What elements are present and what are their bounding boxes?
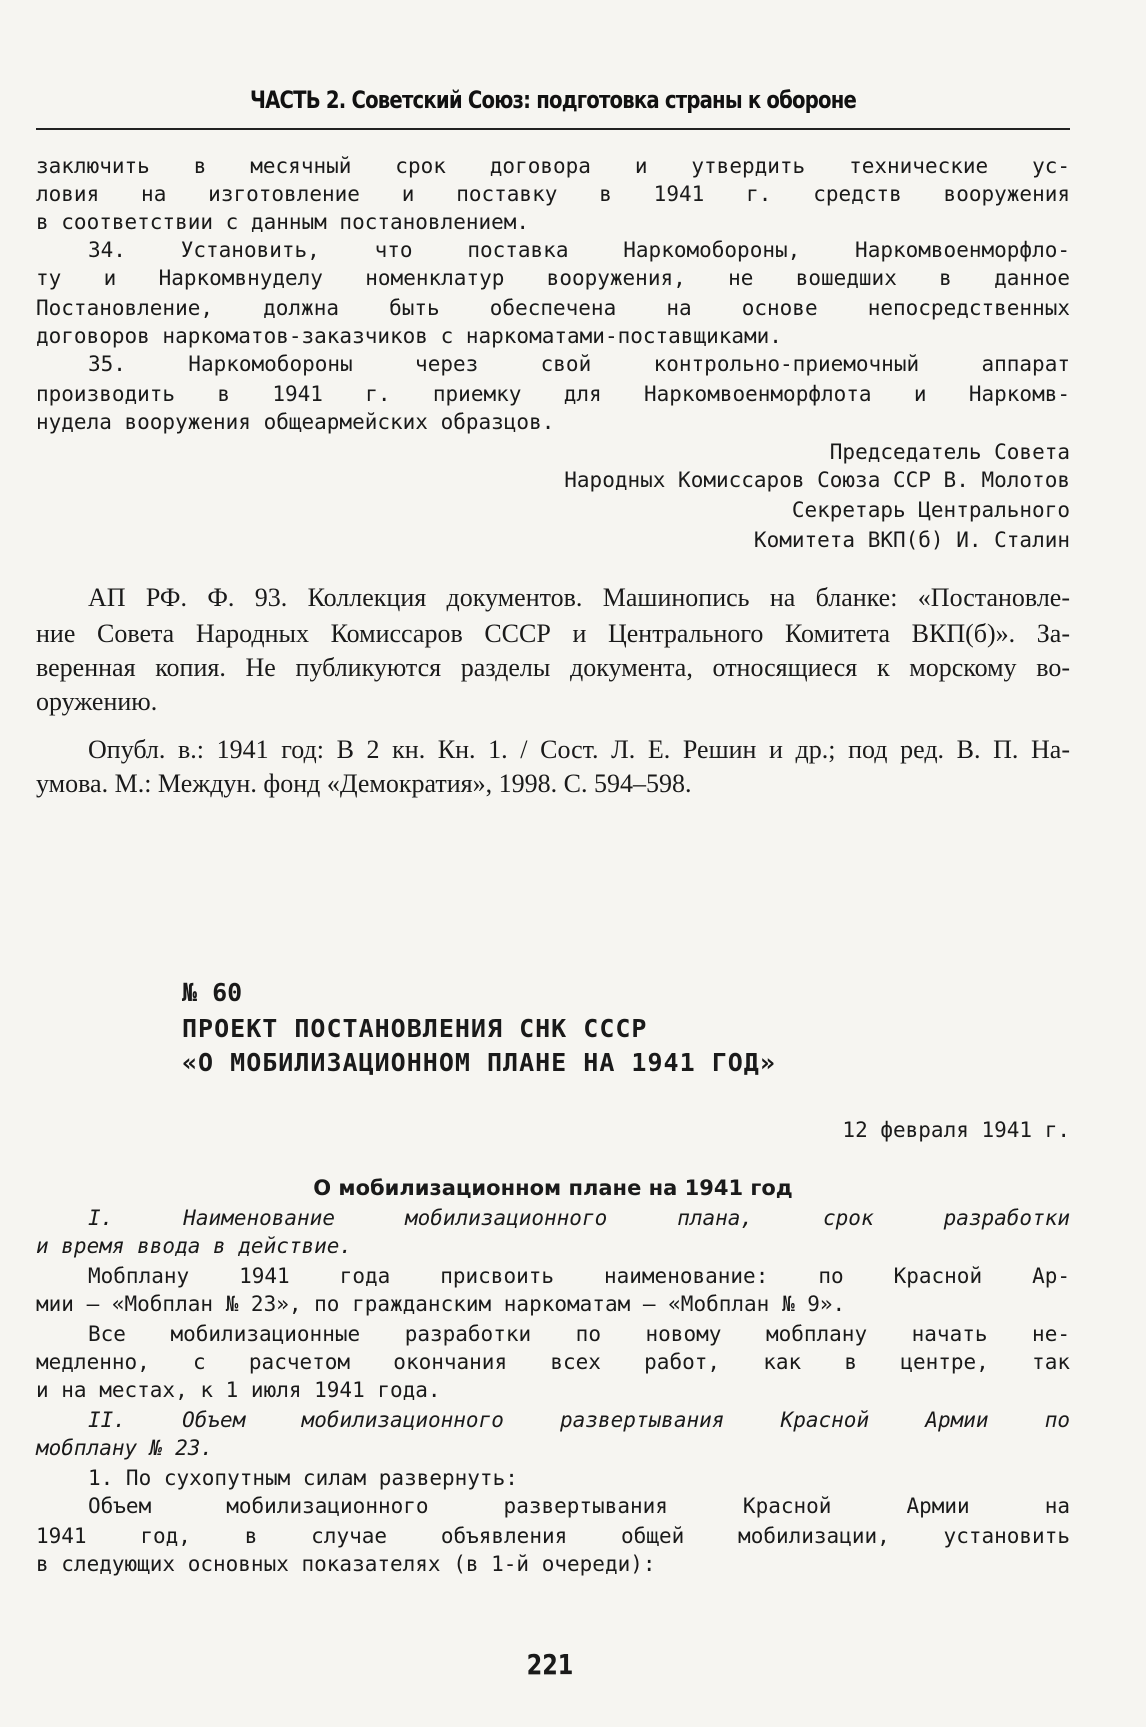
text-line: ту и Наркомвнуделу номенклатур вооружения, не вошедших в данное <box>36 266 1070 290</box>
text-line: производить в 1941 г. приемку для Наркомвоенморфлота и Наркомв- <box>36 382 1070 406</box>
text-line: Все мобилизационные разработки по новому мобплану начать не- <box>88 1322 1070 1346</box>
text-line: Объем мобилизационного развертывания Красной Армии на <box>88 1494 1070 1518</box>
text-line: 34. Установить, что поставка Наркомобороны, Наркомвоенморфло- <box>88 238 1070 262</box>
text-line: мобплану № 23. <box>36 1436 214 1460</box>
text-line: мии – «Мобплан № 23», по гражданским наркоматам – «Мобплан № 9». <box>36 1292 846 1316</box>
page-number: 221 <box>526 1648 574 1681</box>
document-title: ПРОЕКТ ПОСТАНОВЛЕНИЯ СНК СССР <box>182 1014 648 1043</box>
text-line: в соответствии с данным постановлением. <box>36 210 530 234</box>
publication-note-line: умова. М.: Междун. фонд «Демократия», 1998. С. 594–598. <box>36 769 692 798</box>
document-date: 12 февраля 1941 г. <box>842 1118 1070 1142</box>
text-line: Постановление, должна быть обеспечена на основе непосредственных <box>36 296 1070 320</box>
source-note-line: АП РФ. Ф. 93. Коллекция документов. Машинопись на бланке: «Постановле- <box>88 583 1070 612</box>
header-rule <box>36 128 1070 130</box>
document-title: «О МОБИЛИЗАЦИОННОМ ПЛАНЕ НА 1941 ГОД» <box>182 1048 776 1077</box>
document-number: № 60 <box>182 978 243 1007</box>
signature-line: Председатель Совета <box>829 440 1070 464</box>
text-line: нудела вооружения общеармейских образцов. <box>36 410 555 434</box>
running-head: ЧАСТЬ 2. Советский Союз: подготовка страны к обороне <box>249 86 857 114</box>
text-line: ловия на изготовление и поставку в 1941 г. средств вооружения <box>36 182 1070 206</box>
publication-note-line: Опубл. в.: 1941 год: В 2 кн. Кн. 1. / Сост. Л. Е. Решин и др.; под ред. В. П. На- <box>88 735 1070 764</box>
text-line: I. Наименование мобилизационного плана, срок разработки <box>88 1206 1070 1230</box>
text-line: медленно, с расчетом окончания всех работ, как в центре, так <box>36 1350 1070 1374</box>
text-line: II. Объем мобилизационного развертывания Красной Армии по <box>88 1408 1070 1432</box>
text-line: и на местах, к 1 июля 1941 года. <box>36 1378 441 1402</box>
source-note-line: веренная копия. Не публикуются разделы документа, относящиеся к морскому во- <box>36 653 1070 682</box>
text-line: 35. Наркомобороны через свой контрольно-приемочный аппарат <box>88 352 1070 376</box>
text-line: 1. По сухопутным силам развернуть: <box>88 1466 518 1490</box>
signature-line: Комитета ВКП(б) И. Сталин <box>753 528 1070 552</box>
text-line: заключить в месячный срок договора и утвердить технические ус- <box>36 154 1070 178</box>
text-line: и время ввода в действие. <box>36 1234 353 1258</box>
text-line: 1941 год, в случае объявления общей мобилизации, установить <box>36 1524 1070 1548</box>
source-note-line: ние Совета Народных Комиссаров СССР и Центрального Комитета ВКП(б)». За- <box>36 619 1070 648</box>
section-title: О мобилизационном плане на 1941 год <box>313 1176 793 1200</box>
source-note-line: оружению. <box>36 687 158 716</box>
text-line: договоров наркоматов-заказчиков с наркоматами-поставщиками. <box>36 324 782 348</box>
text-line: в следующих основных показателях (в 1-й очереди): <box>36 1552 656 1576</box>
signature-line: Секретарь Центрального <box>791 498 1070 522</box>
signature-line: Народных Комиссаров Союза ССР В. Молотов <box>564 468 1070 492</box>
text-line: Мобплану 1941 года присвоить наименование: по Красной Ар- <box>88 1264 1070 1288</box>
